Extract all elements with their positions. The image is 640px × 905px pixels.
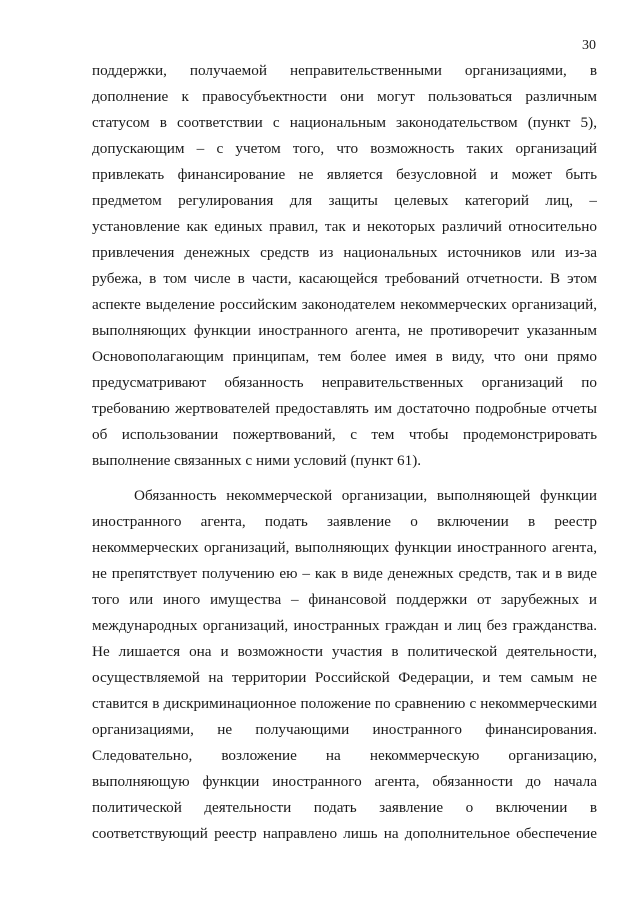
text-line: дополнение к правосубъектности они могут пользоваться различным (92, 88, 597, 105)
text-line: организациями, не получающими иностранного финансирования. (92, 721, 597, 738)
text-line: выполняющую функции иностранного агента, обязанности до начала (92, 773, 597, 790)
text-line: выполняющих функции иностранного агента, не противоречит указанным (92, 322, 597, 339)
text-line: международных организаций, иностранных граждан и лиц без гражданства. (92, 617, 597, 634)
text-line: установление как единых правил, так и некоторых различий относительно (92, 218, 597, 235)
text-line: рубежа, в том числе в части, касающейся требований отчетности. В этом (92, 270, 597, 287)
text-line: соответствующий реестр направлено лишь на дополнительное обеспечение (92, 825, 597, 842)
page-number: 30 (582, 38, 596, 53)
text-line: не препятствует получению ею – как в виде денежных средств, так и в виде (92, 565, 597, 582)
text-line: аспекте выделение российским законодателем некоммерческих организаций, (92, 296, 597, 313)
text-line: выполнение связанных с ними условий (пункт 61). (92, 452, 422, 469)
text-line: об использовании пожертвований, с тем чтобы продемонстрировать (92, 426, 597, 443)
text-line: предметом регулирования для защиты целевых категорий лиц, – (92, 192, 597, 209)
text-line: поддержки, получаемой неправительственными организациями, в (92, 62, 597, 79)
document-body (92, 58, 597, 847)
text-line: осуществляемой на территории Российской Федерации, и тем самым не (92, 669, 597, 686)
text-line: предусматривают обязанность неправительственных организаций по (92, 374, 597, 391)
text-line: Обязанность некоммерческой организации, выполняющей функции (134, 487, 597, 504)
text-line: допускающим – с учетом того, что возможность таких организаций (92, 140, 597, 157)
paragraph-gap (92, 474, 597, 483)
paragraph-1 (92, 58, 597, 474)
text-line: привлекать финансирование не является безусловной и может быть (92, 166, 597, 183)
paragraph-2 (92, 483, 597, 847)
text-line: того или иного имущества – финансовой поддержки от зарубежных и (92, 591, 597, 608)
text-line: статусом в соответствии с национальным законодательством (пункт 5), (92, 114, 597, 131)
text-line: ставится в дискриминационное положение по сравнению с некоммерческими (92, 695, 597, 712)
text-line: политической деятельности подать заявление о включении в (92, 799, 597, 816)
text-line: Не лишается она и возможности участия в политической деятельности, (92, 643, 597, 660)
text-line: Основополагающим принципам, тем более имея в виду, что они прямо (92, 348, 597, 365)
text-line: привлечения денежных средств из национальных источников или из-за (92, 244, 597, 261)
text-line: Следовательно, возложение на некоммерческую организацию, (92, 747, 597, 764)
text-line: требованию жертвователей предоставлять им достаточно подробные отчеты (92, 400, 597, 417)
text-line: некоммерческих организаций, выполняющих функции иностранного агента, (92, 539, 597, 556)
text-line: иностранного агента, подать заявление о включении в реестр (92, 513, 597, 530)
